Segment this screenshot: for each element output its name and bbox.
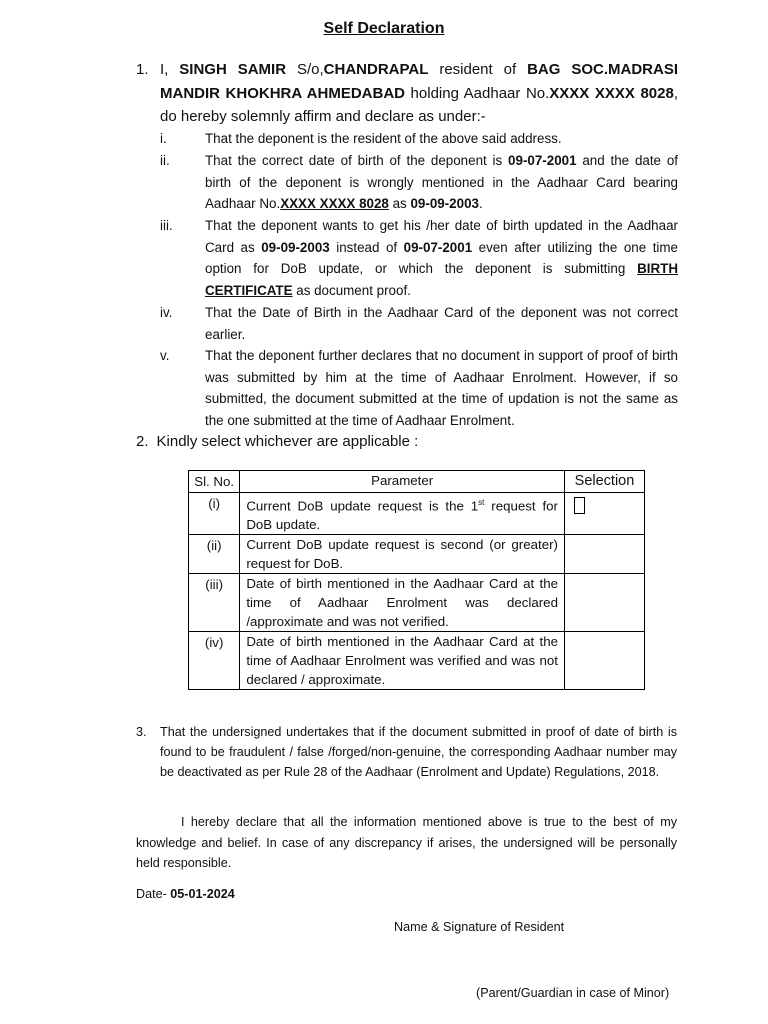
declaration-paragraph-1 [136, 58, 678, 129]
old-dob: 09-07-2001 [403, 239, 473, 255]
superscript: st [478, 498, 485, 507]
list-item-iv [160, 302, 678, 345]
date-line [136, 887, 235, 901]
text-run: and the date of birth of the deponent is wrongly mentioned in the Aadhaar Card bearing Aadhaar No. [205, 153, 678, 212]
item-text [205, 150, 678, 215]
text-run: That the deponent wants to get his /her date of birth updated in the Aadhaar Card as [205, 218, 678, 255]
new-dob: 09-09-2003 [261, 239, 330, 255]
item-number: v. [160, 348, 170, 363]
table-row [189, 574, 645, 632]
document-proof: BIRTH CERTIFICATE [205, 261, 678, 299]
resident-name: SINGH SAMIR [179, 61, 287, 78]
header-parameter: Parameter [240, 471, 565, 493]
date-label: Date- [136, 887, 171, 901]
final-declaration: I hereby declare that all the information mentioned above is true to the best of my knowledge and belief. In case of any discrepancy if arises, the undersigned will be personally held responsible. [136, 815, 677, 870]
declaration-paragraph-3 [136, 722, 677, 782]
wrong-dob: 09-09-2003 [410, 196, 479, 212]
table-row [189, 632, 645, 690]
para-number: 2. [136, 433, 149, 450]
declaration-paragraph-2 [136, 433, 418, 450]
para-text: Kindly select whichever are applicable : [156, 433, 419, 450]
selection-table [188, 470, 645, 690]
para-number: 1. [136, 61, 149, 78]
text-run: as document proof. [292, 283, 411, 299]
row-selection-cell[interactable] [564, 493, 644, 535]
father-name: CHANDRAPAL [323, 61, 429, 78]
item-text [205, 215, 678, 302]
text-run: Current DoB update request is the 1 [246, 498, 479, 514]
aadhaar-number: XXXX XXXX 8028 [280, 196, 389, 212]
row-sl: (iv) [189, 632, 240, 690]
row-parameter: Date of birth mentioned in the Aadhaar Card at the time of Aadhaar Enrolment was verified and was not declared / approximate. [240, 632, 565, 690]
text-run: as [388, 196, 411, 212]
selection-checkbox[interactable] [574, 497, 585, 514]
guardian-note: (Parent/Guardian in case of Minor) [476, 986, 670, 1000]
table-header-row [189, 471, 645, 493]
correct-dob: 09-07-2001 [508, 153, 577, 168]
item-text: That the deponent further declares that no document in support of proof of birth was submitted by him at the time of Aadhaar Enrolment. However, if so submitted, the document submitted at the time of updation is not the same as the one submitted at the time of Aadhaar Enrolment. [205, 348, 678, 429]
list-item-ii [160, 150, 678, 215]
signature-label: Name & Signature of Resident [394, 920, 565, 934]
text-run: , do hereby solemnly affirm and declare as under:- [160, 84, 678, 125]
table-row [189, 493, 645, 535]
list-item-iii [160, 215, 678, 302]
item-number: ii. [160, 153, 170, 168]
row-parameter: Current DoB update request is second (or greater) request for DoB. [240, 535, 565, 574]
date-value: 05-01-2024 [170, 887, 235, 901]
list-item-v [160, 345, 678, 432]
row-sl: (ii) [189, 535, 240, 574]
para-text: That the undersigned undertakes that if the document submitted in proof of date of birth is found to be fraudulent / false /forged/non-genuine, the corresponding Aadhaar number may be deactivated as per Rule 28 of the Aadhaar (Enrolment and Update) Regulations, 2018. [160, 725, 677, 779]
row-selection-cell[interactable] [564, 574, 644, 632]
row-sl: (i) [189, 493, 240, 535]
text-run: resident of [428, 61, 528, 78]
item-number: iv. [160, 305, 173, 320]
aadhaar-number: XXXX XXXX 8028 [549, 84, 674, 102]
item-text: That the Date of Birth in the Aadhaar Card of the deponent was not correct earlier. [205, 305, 678, 342]
text-run: request for DoB update. [246, 498, 558, 533]
para-text [160, 58, 678, 129]
row-selection-cell[interactable] [564, 632, 644, 690]
page-title: Self Declaration [323, 20, 445, 37]
row-sl: (iii) [189, 574, 240, 632]
table-row [189, 535, 645, 574]
text-run: I, [160, 61, 180, 78]
para-number: 3. [136, 725, 147, 739]
header-sl-no: Sl. No. [189, 471, 240, 493]
row-parameter [240, 493, 565, 535]
item-number: i. [160, 131, 167, 146]
row-selection-cell[interactable] [564, 535, 644, 574]
item-text: That the deponent is the resident of the above said address. [205, 131, 562, 146]
resident-address: BAG SOC.MADRASI MANDIR KHOKHRA AHMEDABAD [160, 61, 678, 102]
text-run: S/o, [286, 61, 324, 78]
text-run: instead of [329, 239, 404, 255]
text-run: holding Aadhaar No. [405, 84, 550, 102]
list-item-i [160, 128, 678, 150]
text-run: even after utilizing the one time option for DoB update, or which the deponent is submitting [205, 239, 679, 277]
header-selection: Selection [564, 471, 644, 493]
text-run: That the correct date of birth of the deponent is [205, 153, 509, 168]
row-parameter: Date of birth mentioned in the Aadhaar Card at the time of Aadhaar Enrolment was declared /approximate and was not verified. [240, 574, 565, 632]
text-run: . [478, 196, 483, 212]
item-number: iii. [160, 218, 173, 233]
